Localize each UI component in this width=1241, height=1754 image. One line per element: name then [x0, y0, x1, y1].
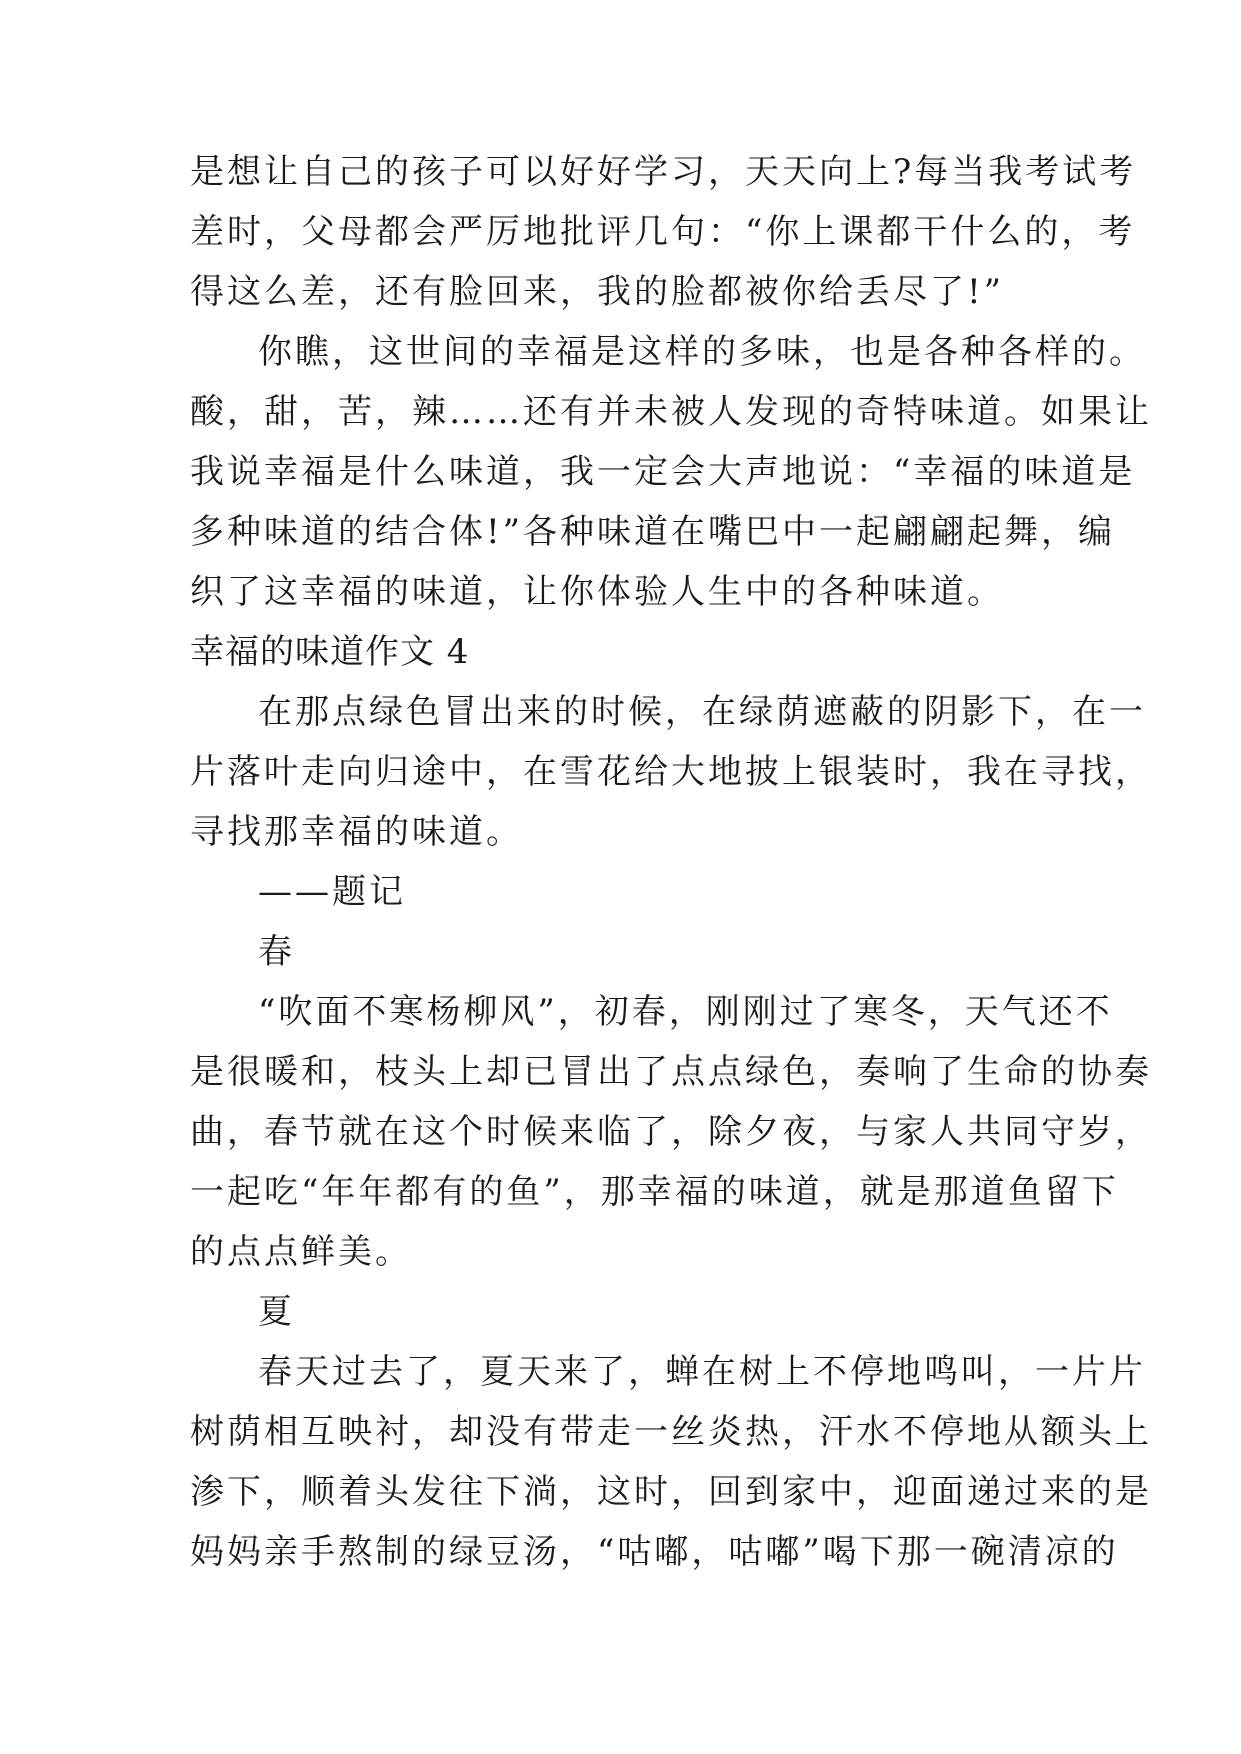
text-line: 片落叶走向归途中，在雪花给大地披上银装时，我在寻找，	[190, 752, 1152, 792]
paragraph-start-line: “吹面不寒杨柳风”，初春，刚刚过了寒冬，天气还不	[258, 992, 1113, 1032]
text-line: 渗下，顺着头发往下淌，这时，回到家中，迎面递过来的是	[190, 1472, 1152, 1512]
text-line: 得这么差，还有脸回来，我的脸都被你给丢尽了!”	[190, 272, 1005, 312]
epigraph-attribution: ——题记	[258, 872, 406, 912]
paragraph-start-line: 春天过去了，夏天来了，蝉在树上不停地鸣叫，一片片	[258, 1352, 1146, 1392]
text-line: 的点点鲜美。	[190, 1232, 412, 1272]
season-heading: 夏	[258, 1292, 295, 1332]
text-line: 一起吃“年年都有的鱼”，那幸福的味道，就是那道鱼留下	[190, 1172, 1119, 1212]
paragraph-start-line: 在那点绿色冒出来的时候，在绿荫遮蔽的阴影下，在一	[258, 692, 1146, 732]
text-line: 酸，甜，苦，辣……还有并未被人发现的奇特味道。如果让	[190, 392, 1152, 432]
text-line: 我说幸福是什么味道，我一定会大声地说：“幸福的味道是	[190, 452, 1136, 492]
text-line: 织了这幸福的味道，让你体验人生中的各种味道。	[190, 572, 1004, 612]
text-line: 差时，父母都会严厉地批评几句：“你上课都干什么的，考	[190, 212, 1136, 252]
text-line: 树荫相互映衬，却没有带走一丝炎热，汗水不停地从额头上	[190, 1412, 1152, 1452]
paragraph-start-line: 你瞧，这世间的幸福是这样的多味，也是各种各样的。	[258, 332, 1146, 372]
text-line: 妈妈亲手熬制的绿豆汤，“咕嘟，咕嘟”喝下那一碗清凉的	[190, 1532, 1119, 1572]
section-heading: 幸福的味道作文 4	[190, 632, 470, 672]
text-line: 是想让自己的孩子可以好好学习，天天向上?每当我考试考	[190, 152, 1137, 192]
text-line: 曲，春节就在这个时候来临了，除夕夜，与家人共同守岁，	[190, 1112, 1152, 1152]
season-heading: 春	[258, 932, 295, 972]
text-line: 是很暖和，枝头上却已冒出了点点绿色，奏响了生命的协奏	[190, 1052, 1152, 1092]
text-line: 多种味道的结合体!”各种味道在嘴巴中一起翩翩起舞，编	[190, 512, 1116, 552]
text-line: 寻找那幸福的味道。	[190, 812, 523, 852]
